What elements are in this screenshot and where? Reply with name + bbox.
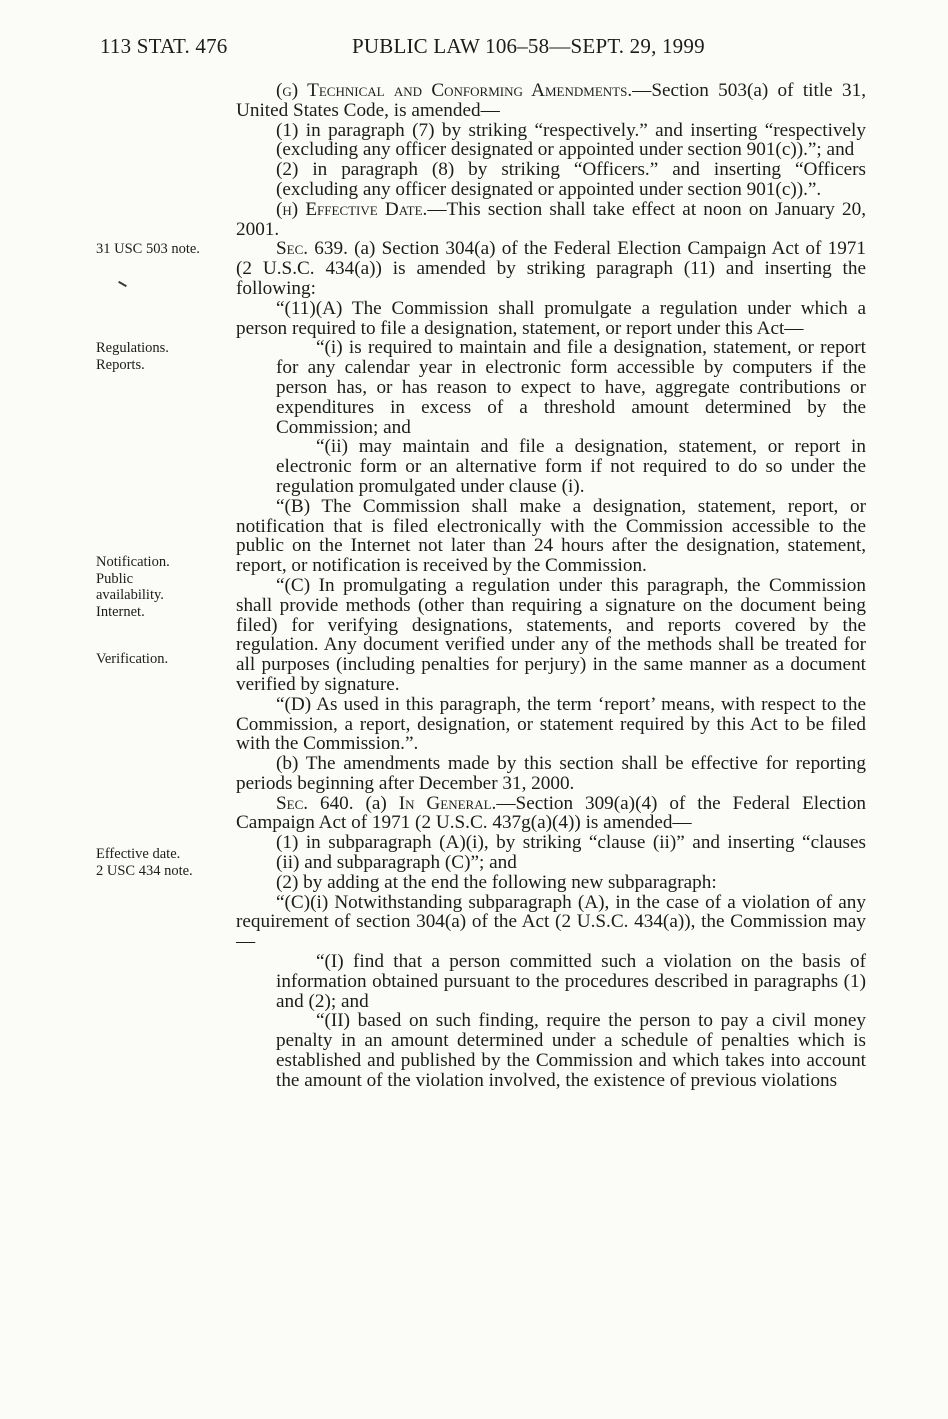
paragraph-11a: “(11)(A) The Commission shall promulgate a regulation under which a person required to file a designation, statement, or report under this Act—	[236, 297, 866, 339]
subparagraph-c: “(C) In promulgating a regulation under this paragraph, the Commission shall provide methods (other than requiring a signature on the document being filed) for verifying designations, statements, and reports covered by the regulation. Any document verified under any of the methods shall be treated for all purposes (including penalties for perjury) in the same manner as a document verified by signature.	[236, 574, 866, 695]
subparagraph-d: “(D) As used in this paragraph, the term ‘report’ means, with respect to the Commission, a report, designation, or statement required by this Act to be filed with the Commission.”.	[236, 693, 866, 755]
section-639	[236, 239, 866, 298]
section-640-label: Sec. 640.	[276, 792, 354, 814]
margin-note-verification: Verification.	[96, 651, 169, 667]
clause-ii: “(ii) may maintain and file a designation, statement, or report in electronic form or an alternative form if not required to do so under the regulation promulgated under clause (i).	[276, 436, 866, 497]
amendment-2: (2) by adding at the end the following new subparagraph:	[276, 871, 717, 893]
section-640-text: —Section 309(a)(4) of the Federal Election Campaign Act of 1971 (2 U.S.C. 437g(a)(4)) is amended—	[236, 792, 867, 834]
section-639-label: Sec. 639.	[276, 238, 348, 260]
margin-note-notification: Notification. Public availability. Internet.	[96, 554, 170, 620]
section-640-heading: In General.	[398, 792, 497, 814]
public-law-title: PUBLIC LAW 106–58—SEPT. 29, 1999	[352, 34, 705, 58]
stray-mark	[118, 281, 127, 287]
section-639-text: (a) Section 304(a) of the Federal Election Campaign Act of 1971 (2 U.S.C. 434(a)) is amended by striking paragraph (11) and inserting the following:	[236, 238, 866, 299]
subclause-II: “(II) based on such finding, require the person to pay a civil money penalty in an amount determined under a schedule of penalties which is established and published by the Commission and which takes into account the amount of the violation involved, the existence of previous violations	[276, 1010, 866, 1091]
subparagraph-c-i: “(C)(i) Notwithstanding subparagraph (A), in the case of a violation of any requirement of section 304(a) of the Act (2 U.S.C. 434(a)), the Commission may—	[236, 891, 866, 953]
subsection-h-heading: (h) Effective Date.	[276, 198, 428, 220]
subsection-g-heading: (g) Technical and Conforming Amendments.	[276, 80, 633, 101]
subsection-h	[236, 200, 866, 240]
clause-i: “(i) is required to maintain and file a designation, statement, or report for any calendar year in electronic form accessible by computers if the person has, or has reason to expect to have, aggregate contributions or expenditures in excess of a threshold amount determined by the Commission; and	[276, 337, 866, 438]
subsection-g-text: —Section 503(a) of title 31, United States Code, is amended—	[236, 80, 866, 121]
paragraph-2: (2) in paragraph (8) by striking “Officers.” and inserting “Officers (excluding any officer designated or appointed under section 901(c)).”.	[276, 159, 866, 200]
amendment-1: (1) in subparagraph (A)(i), by striking “clause (ii)” and inserting “clauses (ii) and subparagraph (C)”; and	[276, 832, 866, 874]
margin-note-regulations-reports: Regulations. Reports.	[96, 340, 169, 373]
statute-body	[236, 81, 866, 1091]
subsection-b-effective: (b) The amendments made by this section shall be effective for reporting periods beginning after December 31, 2000.	[236, 753, 866, 794]
stat-page-reference: 113 STAT. 476	[100, 34, 228, 58]
subsection-h-text: —This section shall take effect at noon on January 20, 2001.	[236, 198, 866, 240]
section-640: Sec. 640. (a) In General.—Section 309(a)(4) of the Federal Election Campaign Act of 1971 (2 U.S.C. 437g(a)(4)) is amended—	[236, 792, 867, 834]
margin-note-effective-date: Effective date. 2 USC 434 note.	[96, 846, 193, 879]
paragraph-1: (1) in paragraph (7) by striking “respectively.” and inserting “respectively (excluding any officer designated or appointed under section 901(c)).”; and	[276, 119, 866, 161]
subparagraph-b: “(B) The Commission shall make a designation, statement, report, or notification that is filed electronically with the Commission accessible to the public on the Internet not later than 24 hours after the designation, statement, report, or notification is received by the Commission.	[236, 495, 866, 577]
subsection-g	[236, 81, 866, 121]
margin-note-usc-503: 31 USC 503 note.	[96, 241, 200, 257]
subclause-I: “(I) find that a person committed such a violation on the basis of information obtained pursuant to the procedures described in paragraphs (1) and (2); and	[276, 951, 866, 1012]
